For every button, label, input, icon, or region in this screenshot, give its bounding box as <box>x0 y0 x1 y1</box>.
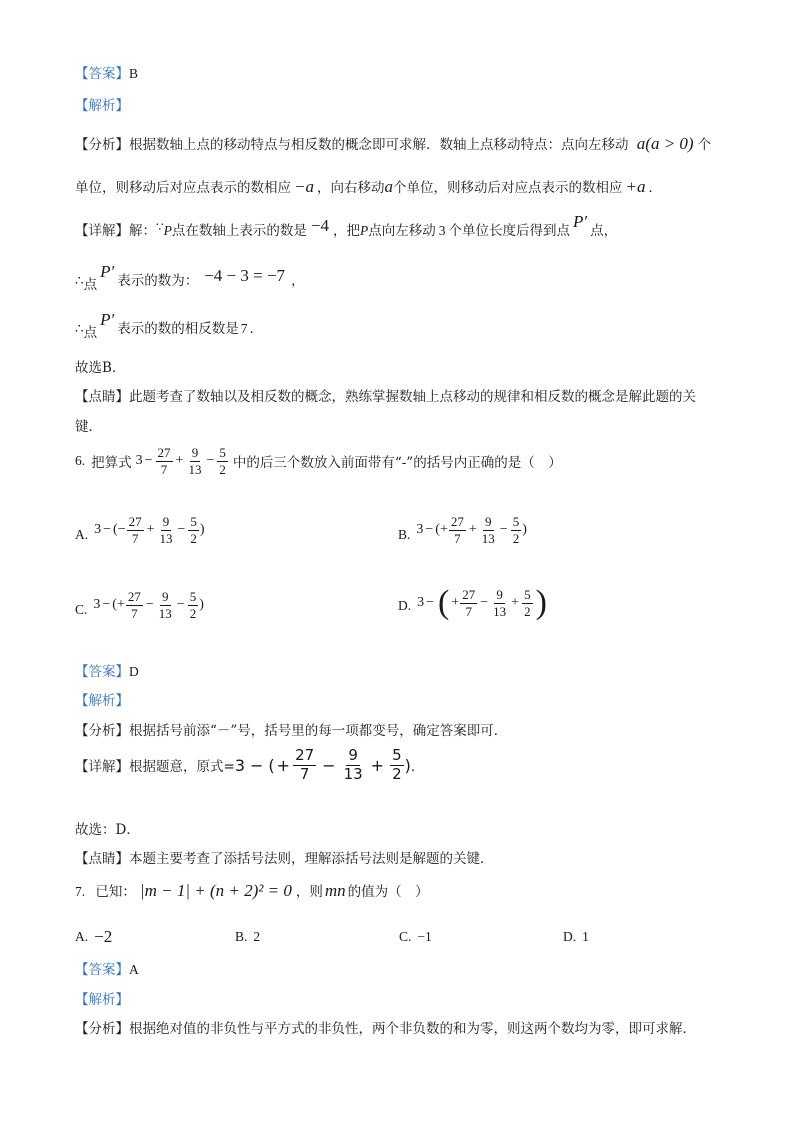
fraction <box>491 588 508 618</box>
option-label: C. <box>399 929 412 944</box>
math-a-gt-0: a(a > 0) <box>636 134 694 153</box>
denominator: 7 <box>454 530 461 546</box>
option-expression <box>417 586 549 620</box>
op: − <box>499 522 508 538</box>
dianjing-text: 此题考查了数轴以及相反数的概念，熟练掌握数轴上点移动的规律和相反数的概念是解此题的关 <box>129 389 696 405</box>
option-value: 1 <box>582 929 589 944</box>
text: 表示的数的相反数是 <box>117 321 239 337</box>
numerator: 9 <box>348 746 358 764</box>
denominator: 7 <box>131 530 139 546</box>
q6-option-b[interactable] <box>398 515 527 545</box>
stem-math: |m − 1| + (n + 2)² = 0 <box>139 881 292 900</box>
numerator: 27 <box>127 589 141 604</box>
num: 3 <box>93 597 101 613</box>
op: − <box>102 597 111 613</box>
numerator: 9 <box>191 445 199 460</box>
numerator: 9 <box>496 586 503 602</box>
q5-xiangjie-line <box>75 212 617 239</box>
big-paren: ) <box>535 584 547 621</box>
denominator: 7 <box>160 461 168 477</box>
stem-text: 把算式 <box>91 455 132 472</box>
text: ． <box>410 759 425 776</box>
paren: ) <box>199 522 205 538</box>
fenxi-text: 个 <box>697 137 712 153</box>
point-p: P <box>163 223 172 238</box>
answer-label: 【答案】 <box>75 962 129 978</box>
question-number: 7. <box>75 884 86 899</box>
answer-value: A <box>129 962 139 977</box>
stem-expression <box>136 446 229 476</box>
question-number: 6. <box>75 453 86 469</box>
op: + <box>116 597 125 613</box>
fenxi-text: 根据括号前添“－”号，括号里的每一项都变号，确定答案即可． <box>129 723 508 739</box>
fenxi-label: 【分析】 <box>75 137 129 153</box>
op: − <box>176 597 185 613</box>
answer-label: 【答案】 <box>75 66 129 82</box>
numerator: 27 <box>295 746 315 764</box>
fenxi-text: 根据绝对值的非负性与平方式的非负性，两个非负数的和为零，则这两个数均为零，即可求解． <box>129 1021 696 1037</box>
text: 点 <box>83 325 98 341</box>
xiangjie-text: 个单位长度后得到点 <box>448 223 570 239</box>
num: 3 <box>416 522 424 538</box>
denominator: 2 <box>219 461 226 477</box>
option-label: A. <box>75 929 89 944</box>
op: − <box>177 522 186 538</box>
fraction <box>293 748 316 783</box>
numerator: 5 <box>524 586 531 602</box>
fenxi-label: 【分析】 <box>75 723 129 739</box>
denominator: 13 <box>343 764 363 783</box>
fraction <box>127 515 144 545</box>
option-label: B. <box>235 929 248 944</box>
option-expression <box>94 515 204 545</box>
q7-fenxi-line <box>75 1017 696 1037</box>
number-7: 7 <box>240 321 248 336</box>
fraction <box>186 446 203 476</box>
math-a: a <box>384 177 393 196</box>
paren: ) <box>199 597 204 613</box>
point-p: P <box>359 223 369 238</box>
math-calc: −4 − 3 = −7 <box>204 266 286 285</box>
q7-stem <box>75 880 429 901</box>
q6-option-c[interactable] <box>75 590 204 620</box>
numerator: 27 <box>450 514 464 529</box>
fraction <box>217 446 228 476</box>
denominator: 13 <box>188 461 202 477</box>
text: ， <box>291 273 305 289</box>
op: + <box>451 595 460 610</box>
point-p-prime: P′ <box>572 212 588 231</box>
q5-guxuan: 故选B． <box>75 360 126 376</box>
option-value: −2 <box>94 927 113 946</box>
op: + <box>175 453 184 469</box>
op: − <box>145 597 154 613</box>
denominator: 7 <box>465 603 473 619</box>
q5-answer-line <box>75 62 138 82</box>
op: − <box>250 755 264 775</box>
math-mn: mn <box>324 881 346 900</box>
denominator: 2 <box>392 764 402 783</box>
q5-therefore-line-2 <box>75 310 263 341</box>
math-neg-a: −a <box>294 177 314 196</box>
fraction <box>156 446 173 476</box>
fenxi-text: ，向右移动 <box>316 180 385 196</box>
fraction <box>449 515 466 545</box>
numerator: 5 <box>190 514 197 529</box>
text: 表示的数为： <box>117 273 199 289</box>
paren: ) <box>522 522 527 538</box>
q5-analysis-label: 【解析】 <box>75 98 129 114</box>
numerator: 9 <box>162 589 169 604</box>
fraction <box>126 590 143 620</box>
num: 3 <box>94 522 102 538</box>
xiangjie-text: 解： <box>129 223 156 239</box>
numerator: 5 <box>392 746 402 764</box>
q7-option-d[interactable] <box>563 929 589 945</box>
op: + <box>276 755 291 775</box>
op: + <box>370 755 385 775</box>
answer-value: D <box>129 664 139 679</box>
denominator: 2 <box>524 603 531 619</box>
denominator: 2 <box>512 530 520 546</box>
option-label: A. <box>75 527 89 543</box>
op: + <box>146 522 155 538</box>
fraction <box>188 590 199 620</box>
num: 3 <box>417 595 425 610</box>
point-p-prime: P′ <box>100 310 115 329</box>
numerator: 27 <box>128 514 142 529</box>
op: − <box>206 453 215 469</box>
paren: ( <box>113 522 118 538</box>
denominator: 2 <box>190 530 197 546</box>
q7-option-a[interactable] <box>75 927 112 947</box>
fraction <box>390 748 404 783</box>
fraction <box>188 515 199 545</box>
fraction <box>158 515 175 545</box>
fraction <box>511 515 522 545</box>
answer-label: 【答案】 <box>75 664 129 680</box>
q5-fenxi-line-2 <box>75 176 662 197</box>
numerator: 5 <box>189 589 197 604</box>
stem-text: 的值为（ ） <box>347 884 429 900</box>
because-symbol: ∵ <box>156 220 164 234</box>
fenxi-text: ． <box>648 180 662 196</box>
q6-stem <box>75 446 562 476</box>
denominator: 2 <box>189 605 197 621</box>
option-expression <box>416 515 526 545</box>
numerator: 5 <box>219 445 226 460</box>
xiangjie-text: 点， <box>590 223 618 239</box>
therefore-symbol: ∴ <box>75 321 84 336</box>
option-label: C. <box>75 602 88 618</box>
fraction <box>522 588 533 618</box>
option-label: D. <box>398 598 412 613</box>
denominator: 7 <box>299 764 310 783</box>
text: 点 <box>83 277 98 293</box>
xiangjie-text: ，把 <box>332 223 360 239</box>
fenxi-text: 根据数轴上点的移动特点与相反数的概念即可求解．数轴上点移动特点：点向左移动 <box>129 137 629 153</box>
fenxi-text: 单位，则移动后对应点表示的数相应 <box>75 180 291 196</box>
option-value: −1 <box>417 929 432 944</box>
op: − <box>425 522 434 538</box>
op: + <box>468 522 477 538</box>
q7-option-b[interactable] <box>235 929 260 945</box>
xiangjie-expression <box>235 748 411 783</box>
paren: ( <box>435 522 440 538</box>
op: − <box>322 755 336 775</box>
q5-fenxi-line-1 <box>75 133 711 154</box>
q6-xiangjie-line <box>75 748 424 783</box>
numerator: 9 <box>162 514 170 529</box>
q6-fenxi-line <box>75 719 507 739</box>
math-pos-a: +a <box>625 177 646 196</box>
num: 3 <box>234 755 245 775</box>
stem-text: 中的后三个数放入前面带有“-”的括号内正确的是（ ） <box>232 455 562 472</box>
text: ． <box>249 321 263 337</box>
q6-option-d[interactable] <box>398 586 549 620</box>
denominator: 7 <box>131 605 138 621</box>
option-value: 2 <box>253 929 261 944</box>
fraction <box>157 590 174 620</box>
stem-text: 已知： <box>95 884 136 900</box>
xiangjie-text: 根据题意，原式= <box>129 759 235 776</box>
paren: ) <box>404 755 411 775</box>
op: + <box>439 522 448 538</box>
xiangjie-label: 【详解】 <box>75 759 129 776</box>
fenxi-text: 个单位，则移动后对应点表示的数相应 <box>392 180 623 196</box>
numerator: 27 <box>462 586 476 602</box>
number-3: 3 <box>438 223 446 238</box>
fraction <box>460 588 477 618</box>
xiangjie-label: 【详解】 <box>75 223 129 239</box>
q7-option-c[interactable] <box>399 929 432 945</box>
q6-guxuan: 故选：D． <box>75 822 140 838</box>
op: + <box>511 595 520 610</box>
q6-analysis-label: 【解析】 <box>75 693 129 709</box>
q7-answer-line <box>75 958 139 978</box>
fraction <box>480 515 497 545</box>
num: 3 <box>135 453 143 469</box>
big-paren: ( <box>438 584 450 621</box>
xiangjie-text: 点在数轴上表示的数是 <box>171 223 307 239</box>
denominator: 13 <box>481 530 495 546</box>
op: − <box>103 522 112 538</box>
paren: ( <box>112 597 117 613</box>
denominator: 13 <box>158 605 172 621</box>
q6-dianjing-line <box>75 847 494 867</box>
option-label: D. <box>563 929 577 944</box>
q5-therefore-line-1 <box>75 262 305 293</box>
q7-analysis-label: 【解析】 <box>75 992 129 1008</box>
numerator: 27 <box>157 445 171 460</box>
number-neg4: −4 <box>310 216 329 235</box>
denominator: 13 <box>159 530 173 546</box>
stem-text: ，则 <box>295 884 323 900</box>
answer-value: B <box>129 66 139 81</box>
fraction <box>342 748 365 783</box>
q5-dianjing-line-2: 键． <box>75 419 102 435</box>
dianjing-label: 【点睛】 <box>75 851 129 867</box>
q6-answer-line <box>75 660 139 680</box>
numerator: 9 <box>485 514 492 529</box>
option-label: B. <box>398 527 411 543</box>
op: − <box>117 522 126 538</box>
op: − <box>480 595 489 610</box>
option-expression <box>93 590 203 620</box>
therefore-symbol: ∴ <box>75 273 84 288</box>
xiangjie-text: 点向左移动 <box>368 223 436 239</box>
op: − <box>426 595 435 610</box>
paren: ( <box>268 755 275 775</box>
dianjing-label: 【点睛】 <box>75 389 129 405</box>
point-p-prime: P′ <box>100 262 115 281</box>
q5-dianjing-line-1 <box>75 385 696 405</box>
dianjing-text: 本题主要考查了添括号法则，理解添括号法则是解题的关键． <box>129 851 494 867</box>
fenxi-label: 【分析】 <box>75 1021 129 1037</box>
op: − <box>144 453 153 469</box>
numerator: 5 <box>512 514 520 529</box>
q6-option-a[interactable] <box>75 515 205 545</box>
denominator: 13 <box>493 603 507 619</box>
